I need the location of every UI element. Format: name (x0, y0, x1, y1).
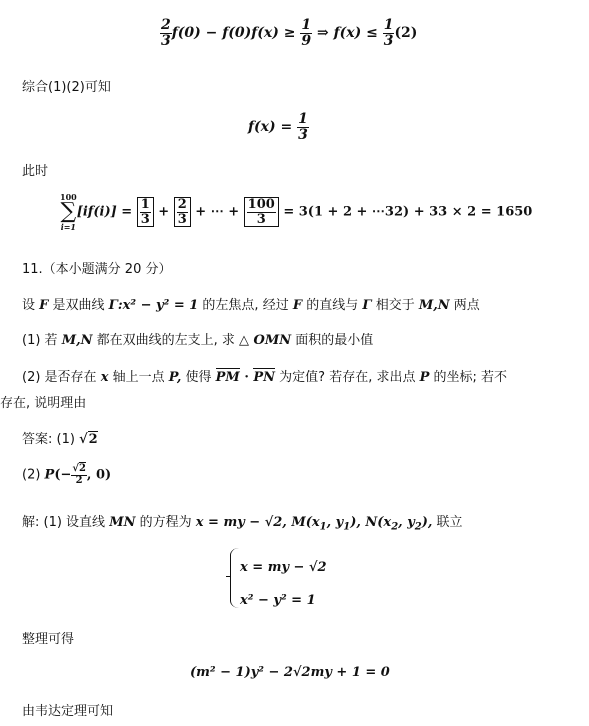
system-eq2: x² − y² = 1 (240, 593, 316, 608)
floor-bracket: $\frac{100}{3}$ (244, 197, 279, 227)
text-arrange: 整理可得 (22, 632, 75, 647)
equation-text: [if(i)] = (76, 204, 137, 220)
floor-bracket: $\frac{2}{3}$ (174, 197, 191, 227)
equation-text: f(0) − f(0)f(x) ≥ (171, 25, 301, 42)
problem-part1: (1) 若 M,N 都在双曲线的左支上, 求 △ OMN 面积的最小值 (22, 333, 374, 348)
problem-statement: 设 F 是双曲线 Γ:x² − y² = 1 的左焦点, 经过 F 的直线与 Γ 相交于 M,N 两点 (22, 298, 480, 313)
system-brace (230, 548, 239, 608)
fraction: $\frac{1}{3}$ (298, 111, 308, 143)
equation-text: f(x) = (248, 119, 298, 136)
fraction: $\frac{1}{9}$ (301, 17, 312, 49)
problem-part2: (2) 是否存在 x 轴上一点 P, 使得 PM · PN 为定值? 若存在, 求出点 P 的坐标; 若不 (22, 370, 508, 385)
floor-bracket: $\frac{1}{3}$ (137, 197, 154, 227)
equation-sum: 100 ∑ i=1 [if(i)] = $\frac{1}{3}$ + $\frac{2}{3}$ + ⋯ + $\frac{100}{3}$ = 3(1 + 2 + ⋯32) + 33 × 2 = 1650 (60, 192, 533, 232)
equation-text: = 3(1 + 2 + ⋯32) + 33 × 2 = 1650 (278, 204, 533, 220)
equation-quadratic: (m² − 1)y² − 2√2my + 1 = 0 (190, 665, 390, 680)
system-eq1: x = my − √2 (240, 560, 327, 575)
text-then: 此时 (22, 164, 49, 179)
problem-header: 11.（本小题满分 20 分） (22, 262, 172, 277)
sum-operator: 100 ∑ i=1 (60, 192, 77, 232)
problem-part2-cont: 存在, 说明理由 (0, 396, 87, 411)
fraction: $\frac{1}{3}$ (383, 17, 394, 49)
answer-1: 答案: (1) √2 (22, 432, 98, 447)
solution-intro: 解: (1) 设直线 MN 的方程为 x = my − √2, $M(x_1$, $y_1$), $N(x_2$, $y_2$), 联立 (22, 515, 463, 533)
text-vieta: 由韦达定理可知 (22, 704, 114, 719)
fraction: $\frac{2}{3}$ (161, 17, 171, 49)
equation-tag: (2) (394, 25, 418, 42)
equation-fx (248, 112, 309, 142)
text-combine: 综合(1)(2)可知 (22, 80, 111, 95)
answer-2: (2) P(− $\frac{√2}{2}$ , 0) (22, 463, 112, 486)
equation-top (160, 18, 417, 48)
equation-text: ⇒ f(x) ≤ (312, 25, 383, 42)
